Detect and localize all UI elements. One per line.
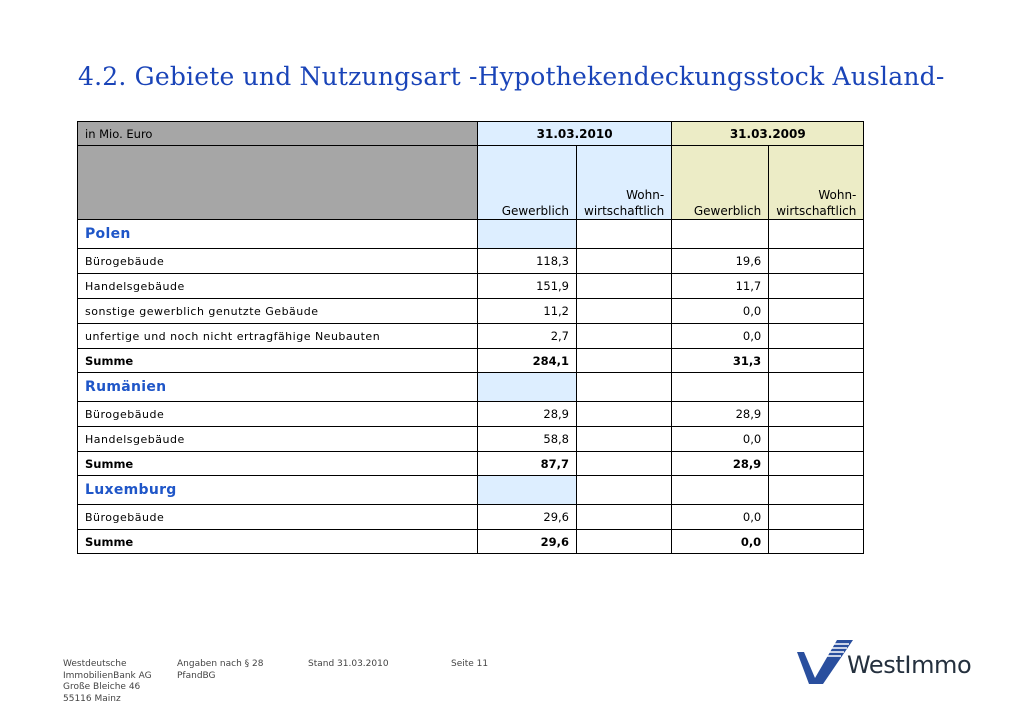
sum-residential-2009: [769, 530, 864, 554]
value-commercial-2009: 0,0: [672, 299, 769, 324]
value-commercial-2009: 0,0: [672, 324, 769, 349]
table-row: [78, 324, 864, 349]
value-residential-2009: [769, 324, 864, 349]
table-row: [78, 299, 864, 324]
cell-empty: [672, 476, 769, 505]
value-residential-2009: [769, 505, 864, 530]
sum-row: [78, 349, 864, 373]
sum-residential-2010: [577, 530, 672, 554]
cell-empty: [577, 476, 672, 505]
cell-empty: [478, 373, 577, 402]
value-commercial-2009: 11,7: [672, 274, 769, 299]
value-residential-2009: [769, 249, 864, 274]
period-2010-header: 31.03.2010: [478, 122, 672, 146]
coverage-table: [77, 121, 864, 554]
value-residential-2009: [769, 402, 864, 427]
value-residential-2009: [769, 274, 864, 299]
row-label: Handelsgebäude: [78, 427, 478, 452]
cell-empty: [672, 373, 769, 402]
sum-label: Summe: [78, 530, 478, 554]
header-row-dates: [78, 122, 864, 146]
value-residential-2009: [769, 427, 864, 452]
sum-commercial-2009: 31,3: [672, 349, 769, 373]
sum-commercial-2010: 284,1: [478, 349, 577, 373]
table-row: [78, 427, 864, 452]
footer-page: Seite 11: [451, 659, 489, 669]
value-commercial-2010: 28,9: [478, 402, 577, 427]
value-residential-2010: [577, 274, 672, 299]
cell-empty: [577, 373, 672, 402]
header-blank: [78, 146, 478, 220]
table-row: [78, 505, 864, 530]
row-label: Bürogebäude: [78, 402, 478, 427]
footer-company: Westdeutsche ImmobilienBank AG Große Bleiche 46 55116 Mainz: [63, 659, 152, 704]
sum-label: Summe: [78, 349, 478, 373]
value-commercial-2010: 118,3: [478, 249, 577, 274]
sum-commercial-2010: 29,6: [478, 530, 577, 554]
value-residential-2010: [577, 402, 672, 427]
table-row: [78, 274, 864, 299]
value-commercial-2010: 11,2: [478, 299, 577, 324]
region-row: [78, 220, 864, 249]
cell-empty: [769, 476, 864, 505]
header-row-columns: [78, 146, 864, 220]
cell-empty: [478, 220, 577, 249]
sum-residential-2010: [577, 452, 672, 476]
logo-text: WestImmo: [847, 651, 972, 679]
footer-stand: Stand 31.03.2010: [308, 659, 389, 669]
cell-empty: [577, 220, 672, 249]
value-commercial-2009: 0,0: [672, 505, 769, 530]
col-commercial-2009: Gewerblich: [672, 146, 769, 220]
period-2009-header: 31.03.2009: [672, 122, 864, 146]
value-commercial-2009: 19,6: [672, 249, 769, 274]
row-label: Bürogebäude: [78, 505, 478, 530]
sum-label: Summe: [78, 452, 478, 476]
region-name: Rumänien: [78, 373, 478, 402]
value-residential-2010: [577, 324, 672, 349]
value-commercial-2010: 58,8: [478, 427, 577, 452]
sum-residential-2010: [577, 349, 672, 373]
value-residential-2010: [577, 427, 672, 452]
row-label: Bürogebäude: [78, 249, 478, 274]
cell-empty: [769, 220, 864, 249]
region-name: Polen: [78, 220, 478, 249]
footer-legal: Angaben nach § 28 PfandBG: [177, 659, 264, 681]
value-commercial-2010: 2,7: [478, 324, 577, 349]
sum-residential-2009: [769, 452, 864, 476]
sum-commercial-2010: 87,7: [478, 452, 577, 476]
region-row: [78, 373, 864, 402]
region-name: Luxemburg: [78, 476, 478, 505]
sum-residential-2009: [769, 349, 864, 373]
value-commercial-2009: 28,9: [672, 402, 769, 427]
col-commercial-2010: Gewerblich: [478, 146, 577, 220]
row-label: sonstige gewerblich genutzte Gebäude: [78, 299, 478, 324]
value-commercial-2010: 151,9: [478, 274, 577, 299]
value-commercial-2009: 0,0: [672, 427, 769, 452]
unit-label: in Mio. Euro: [78, 122, 478, 146]
cell-empty: [672, 220, 769, 249]
value-residential-2010: [577, 299, 672, 324]
region-row: [78, 476, 864, 505]
sum-row: [78, 530, 864, 554]
sum-row: [78, 452, 864, 476]
value-residential-2010: [577, 249, 672, 274]
value-residential-2009: [769, 299, 864, 324]
value-commercial-2010: 29,6: [478, 505, 577, 530]
sum-commercial-2009: 0,0: [672, 530, 769, 554]
page-title: 4.2. Gebiete und Nutzungsart -Hypothekendeckungsstock Ausland-: [78, 62, 945, 91]
col-residential-2009: Wohn- wirtschaftlich: [769, 146, 864, 220]
table-row: [78, 402, 864, 427]
sum-commercial-2009: 28,9: [672, 452, 769, 476]
row-label: Handelsgebäude: [78, 274, 478, 299]
cell-empty: [478, 476, 577, 505]
col-residential-2010: Wohn- wirtschaftlich: [577, 146, 672, 220]
table-row: [78, 249, 864, 274]
value-residential-2010: [577, 505, 672, 530]
table-body: [78, 122, 864, 554]
cell-empty: [769, 373, 864, 402]
row-label: unfertige und noch nicht ertragfähige Neubauten: [78, 324, 478, 349]
